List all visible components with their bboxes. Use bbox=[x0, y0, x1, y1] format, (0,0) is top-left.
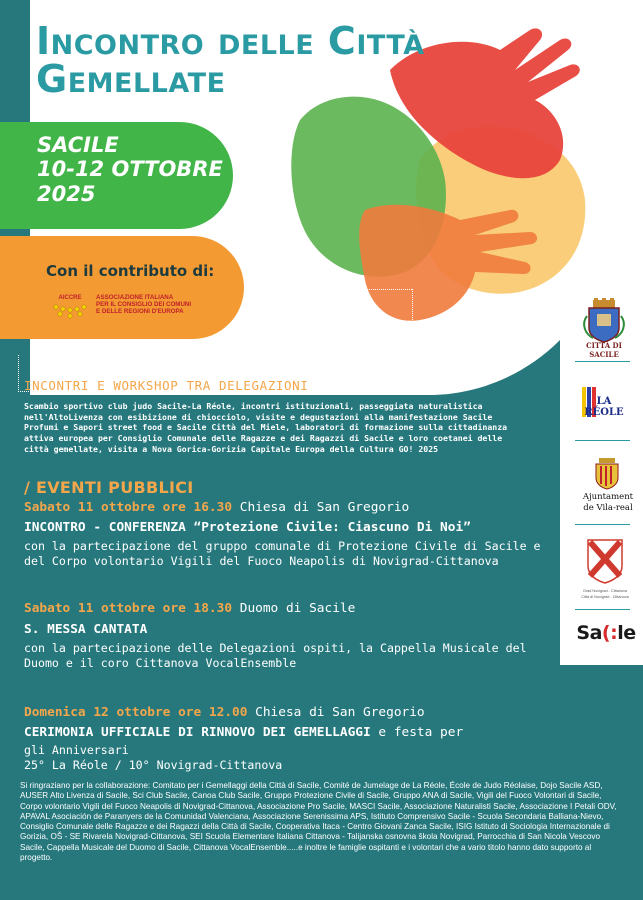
event-2-title: S. MESSA CANTATA bbox=[24, 622, 148, 637]
novigrad-coat-of-arms-icon bbox=[586, 538, 624, 584]
dotted-frame-top bbox=[300, 289, 412, 290]
aiccre-line-3: E DELLE REGIONI D'EUROPA bbox=[96, 308, 184, 316]
event-3-when bbox=[24, 705, 425, 720]
workshop-description: Scambio sportivo club judo Sacile-La Réole, incontri istituzionali, passeggiata naturalistica nell'AltoLivenza con esibizione di chiocciolo, visite e degustazioni alla manifestazione Sacile Profumi e Sapori street food e Sacile Città del Miele, laboratori di formazione sulla cittadinanza attiva europea per Consiglio Comunale delle Ragazze e dei Ragazzi di Sacile e loro coetanei delle città gemellate, visita a Nova Gorica-Gorizia Capitale Europa della Cultura GO! 2025 bbox=[24, 401, 508, 454]
event-1-description: con la partecipazione del gruppo comunale di Protezione Civile di Sacile e del Corpo volontario Vigili del Fuoco Neapolis di Novigrad-Cittanova bbox=[24, 539, 541, 569]
novigrad-logo-line-2: Città di Novigrad - Cittanova bbox=[581, 595, 629, 599]
aiccre-name bbox=[96, 294, 206, 315]
vilareal-coat-of-arms-icon bbox=[593, 458, 621, 490]
event-2-datetime: Sabato 11 ottobre ore 18.30 bbox=[24, 601, 233, 616]
logo-divider bbox=[575, 609, 630, 610]
logo-divider bbox=[575, 440, 630, 441]
aiccre-line-1: ASSOCIAZIONE ITALIANA bbox=[96, 294, 174, 301]
event-3-place: Chiesa di San Gregorio bbox=[247, 705, 425, 720]
event-3-datetime: Domenica 12 ottobre ore 12.00 bbox=[24, 705, 248, 720]
event-1-datetime: Sabato 11 ottobre ore 16.30 bbox=[24, 500, 233, 515]
events-heading: / EVENTI PUBBLICI bbox=[24, 478, 194, 497]
contribution-label: Con il contributo di: bbox=[46, 262, 215, 280]
aiccre-logo bbox=[48, 289, 92, 319]
sacile-brand-part-3: le bbox=[617, 622, 636, 644]
event-3-description bbox=[24, 743, 544, 773]
aiccre-line-2: PER IL CONSIGLIO DEI COMUNI bbox=[96, 301, 192, 309]
event-2-place: Duomo di Sacile bbox=[232, 601, 356, 616]
banner-city: SACILE bbox=[37, 133, 119, 157]
sacile-brand-part-2: (: bbox=[601, 622, 618, 644]
sacile-city-logo-text: CITTÀ DI SACILE bbox=[586, 341, 622, 359]
sacile-brand-part-1: Sa bbox=[576, 622, 602, 644]
event-1-place: Chiesa di San Gregorio bbox=[232, 500, 410, 515]
logo-divider bbox=[575, 361, 630, 362]
event-1-when bbox=[24, 500, 409, 515]
event-3-title-extra: e festa per bbox=[370, 725, 464, 740]
novigrad-logo-line-1: Grad Novigrad - Cittanova bbox=[582, 589, 628, 593]
event-1-title: INCONTRO - CONFERENZA “Protezione Civile: Ciascuno Di Noi” bbox=[24, 520, 471, 535]
vilareal-logo-line-1: Ajuntament bbox=[582, 492, 634, 502]
event-3-desc-line-1: gli Anniversari bbox=[24, 743, 129, 757]
logo-divider bbox=[575, 524, 630, 525]
banner-year: 2025 bbox=[37, 182, 96, 206]
vilareal-logo-line-2: de Vila-real bbox=[583, 503, 633, 513]
sacile-brand-logo bbox=[576, 622, 636, 644]
aiccre-acronym: AICCRE bbox=[58, 295, 82, 301]
dotted-frame-left bbox=[18, 355, 19, 392]
lareole-logo-text: LA RÉOLE bbox=[584, 396, 624, 418]
title-line-1: Incontro delle Città bbox=[36, 19, 425, 63]
title-line-2: Gemellate bbox=[36, 57, 226, 101]
workshop-title: INCONTRI E WORKSHOP TRA DELEGAZIONI bbox=[24, 378, 309, 393]
event-3-desc-line-2: 25° La Réole / 10° Novigrad-Cittanova bbox=[24, 758, 283, 773]
banner-dates: 10-12 OTTOBRE bbox=[37, 157, 223, 181]
event-3-title bbox=[24, 725, 463, 740]
event-3-title-main: CERIMONIA UFFICIALE DI RINNOVO DEI GEMELLAGGI bbox=[24, 725, 371, 740]
event-2-description: con la partecipazione delle Delegazioni ospiti, la Cappella Musicale del Duomo e il coro Cittanova VocalEnsemble bbox=[24, 641, 527, 671]
acknowledgements: Si ringraziano per la collaborazione: Comitato per i Gemellaggi della Città di Sacile, Comité de Jumelage de La Réole, École de Judo Réolaise, Dojo Sacile ASD, AUSER Alto Livenza di Sacile, Sci Club Sacile, Canoa Club Sacile, Gruppo Protezione Civile di Sacile, Gruppo ANA di Sacile, Vigili del Fuoco Volontari di Sacile, Corpo volontario Vigili del Fuoco Neapolis di Novigrad-Cittanova, Associazione Pro Sacile, MASCI Sacile, Associazione Naturalisti Sacile, Associazione I Petali ODV, APAVAL Asociación de Paranyers de la Comunidad Valenciana, Associazione Serenissima APS, Istituto Comprensivo Sacile - Scuola Secondaria Balliana-Nievo, Consiglio Comunale delle Ragazze e dei Ragazzi della Città di Sacile, Cooperativa Itaca - Centro Giovani Zanca Sacile, ISIG Istituto di Sociologia Internazionale di Gorizia, OŠ - SE Rivarela Novigrad-Cittanova, SEI Scuola Elementare Italiana Cittanova - Talijanska osnovna škola Novigrad, Parrocchia di San Nicola Vescovo Sacile, Cappella Musicale del Duomo di Sacile, Cittanova VocalEnsemble.....e inoltre le famiglie ospitanti e i volontari che a vario titolo hanno dato supporto al progetto. bbox=[20, 781, 617, 862]
event-2-when bbox=[24, 601, 355, 616]
contribution-banner bbox=[0, 236, 244, 339]
